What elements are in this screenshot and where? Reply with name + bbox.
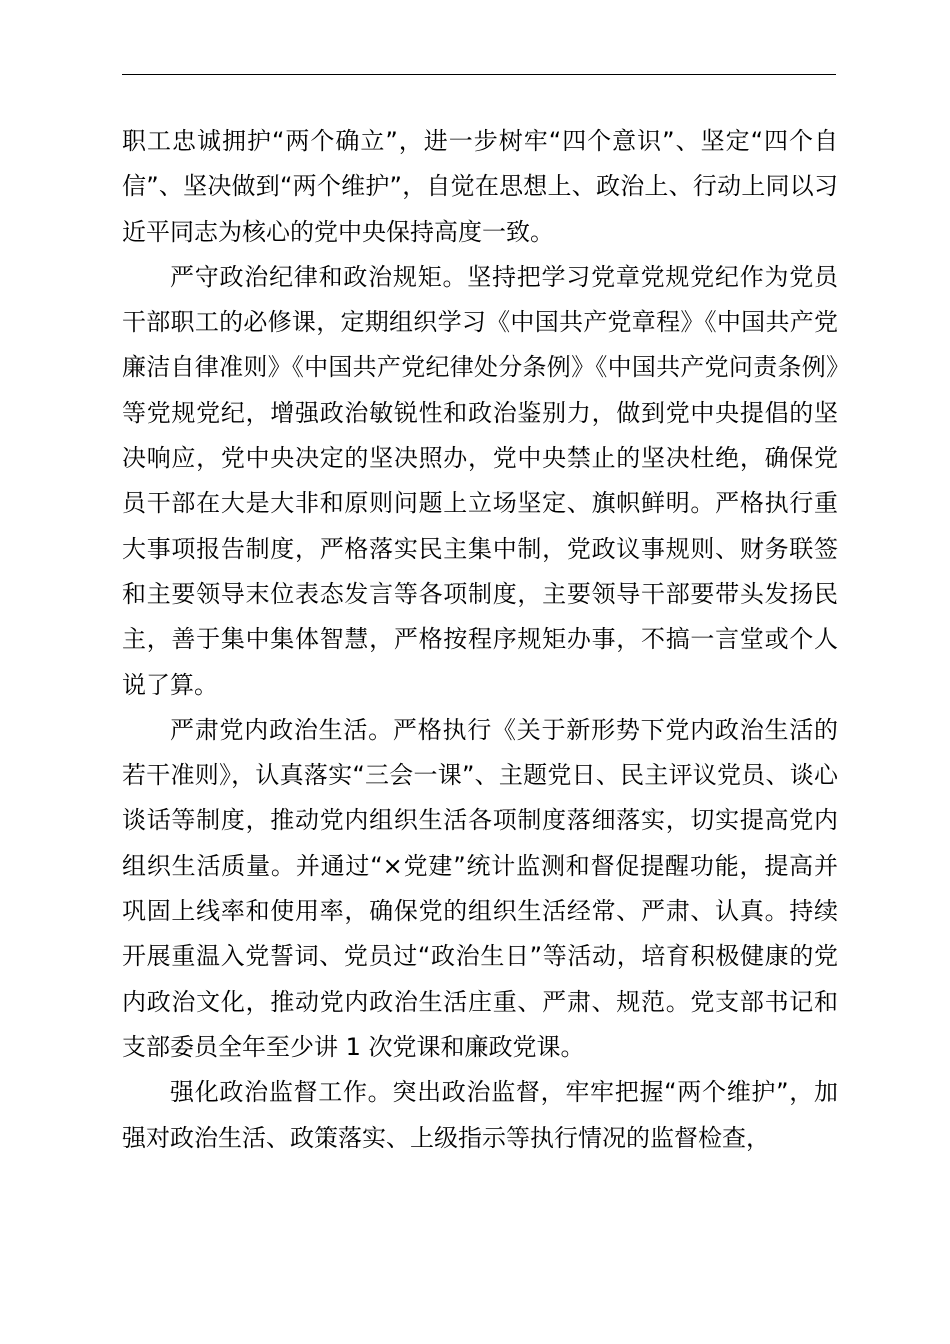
header-rule — [122, 74, 836, 75]
paragraph-continuation: 职工忠诚拥护“两个确立”，进一步树牢“四个意识”、坚定“四个自信”、坚决做到“两个维护”，自觉在思想上、政治上、行动上同以习近平同志为核心的党中央保持高度一致。 — [122, 127, 838, 246]
body-text — [122, 119, 838, 1161]
paragraph-party-political-life: 严肃党内政治生活。严格执行《关于新形势下党内政治生活的若干准则》，认真落实“三会一课”、主题党日、民主评议党员、谈心谈话等制度，推动党内组织生活各项制度落细落实，切实提高党内组织生活质量。并通过“×党建”统计监测和督促提醒功能，提高并巩固上线率和使用率，确保党的组织生活经常、严肃、认真。持续开展重温入党誓词、党员过“政治生日”等活动，培育积极健康的党内政治文化，推动党内政治生活庄重、严肃、规范。党支部书记和支部委员全年至少讲 1 次党课和廉政党课。 — [122, 715, 838, 1061]
paragraph-political-discipline: 严守政治纪律和政治规矩。坚持把学习党章党规党纪作为党员干部职工的必修课，定期组织学习《中国共产党章程》《中国共产党廉洁自律准则》《中国共产党纪律处分条例》《中国共产党问责条例》等党规党纪，增强政治敏锐性和政治鉴别力，做到党中央提倡的坚决响应，党中央决定的坚决照办，党中央禁止的坚决杜绝，确保党员干部在大是大非和原则问题上立场坚定、旗帜鲜明。严格执行重大事项报告制度，严格落实民主集中制，党政议事规则、财务联签和主要领导末位表态发言等各项制度，主要领导干部要带头发扬民主，善于集中集体智慧，严格按程序规矩办事，不搞一言堂或个人说了算。 — [122, 262, 838, 699]
paragraph-political-supervision: 强化政治监督工作。突出政治监督，牢牢把握“两个维护”，加强对政治生活、政策落实、上级指示等执行情况的监督检查， — [122, 1078, 838, 1152]
